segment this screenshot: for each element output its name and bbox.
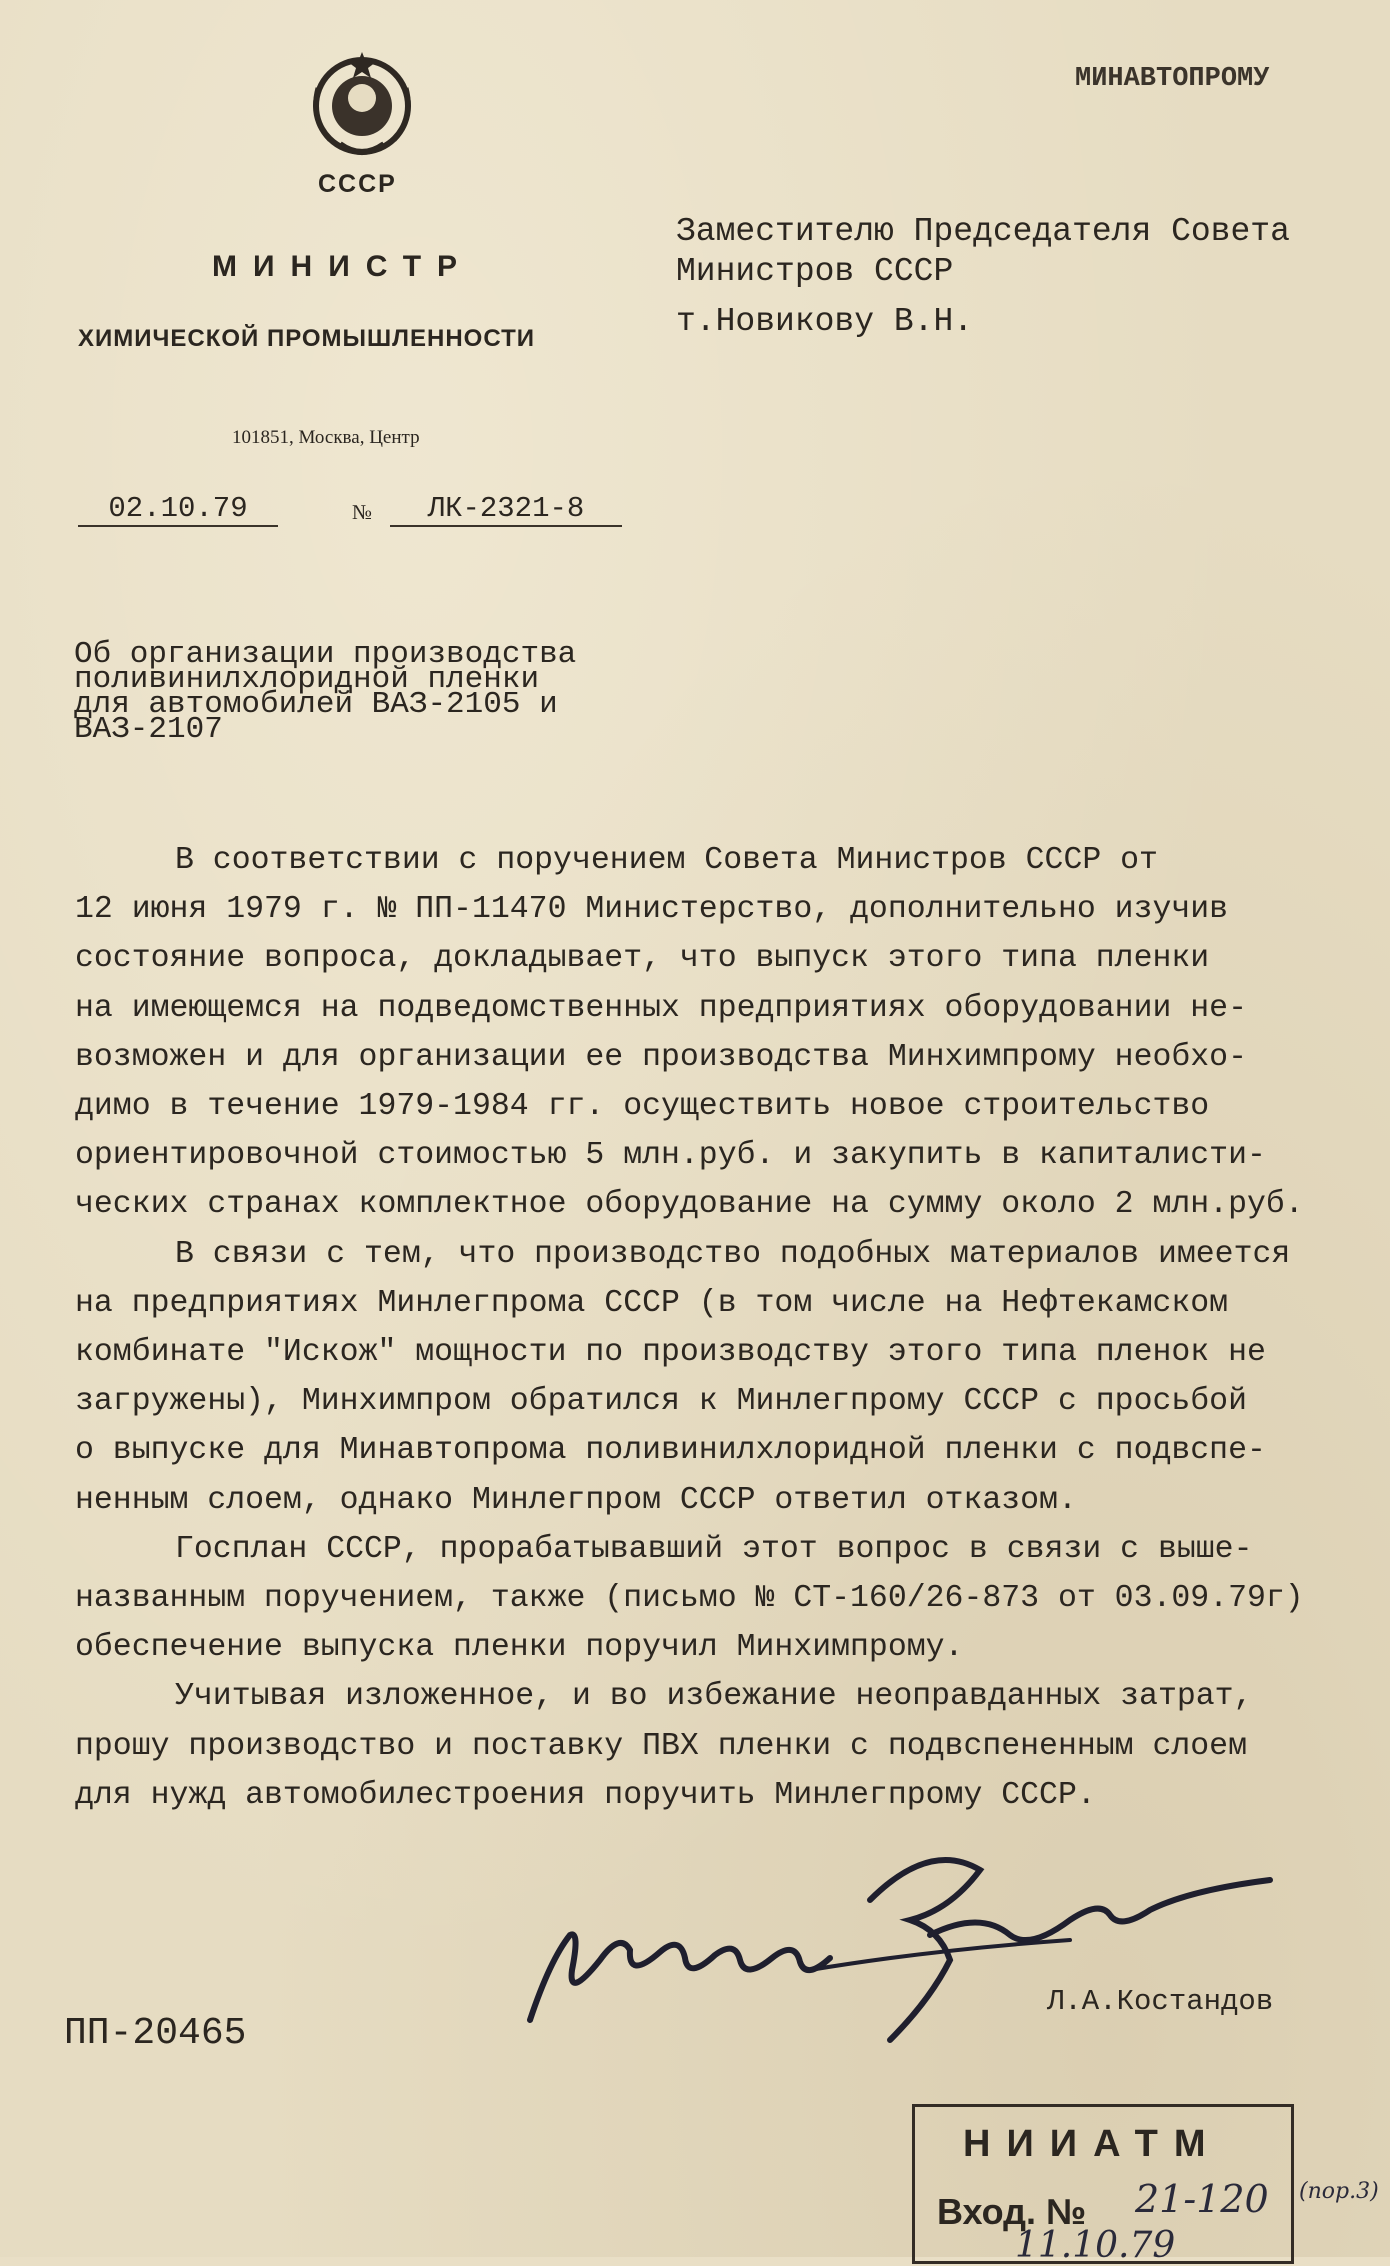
handwritten-signature — [510, 1840, 1330, 2050]
routing-mark: МИНАВТОПРОМУ — [1075, 64, 1270, 94]
document-date: 02.10.79 — [78, 492, 278, 527]
body-line: загружены), Минхимпром обратился к Минлегпрому СССР с просьбой — [75, 1384, 1247, 1420]
number-label: № — [352, 500, 373, 524]
body-line: ориентировочной стоимостью 5 млн.руб. и закупить в капиталисти- — [75, 1138, 1266, 1174]
body-line: для нужд автомобилестроения поручить Минлегпрому СССР. — [75, 1777, 1096, 1813]
incoming-stamp — [912, 2104, 1379, 2266]
registration-number: ПП-20465 — [64, 2012, 247, 2055]
body-line: димо в течение 1979-1984 гг. осуществить новое строительство — [75, 1089, 1210, 1125]
body-line: на имеющемся на подведомственных предприятиях оборудовании не- — [75, 990, 1247, 1026]
stamp-number: 21-120 — [1135, 2177, 1269, 2221]
body-line: 12 июня 1979 г. № ПП-11470 Министерство, дополнительно изучив — [75, 892, 1229, 928]
addressee-block — [676, 212, 1290, 342]
subject-block — [74, 637, 577, 747]
body-line: возможен и для организации ее производства Минхимпрому необхо- — [75, 1039, 1247, 1075]
body-line: Учитывая изложенное, и во избежание неоправданных затрат, — [175, 1679, 1253, 1715]
body-line: на предприятиях Минлегпрома СССР (в том числе на Нефтекамском — [75, 1285, 1229, 1321]
addressee-line: Министров СССР — [676, 253, 954, 290]
body-line: Госплан СССР, прорабатывавший этот вопрос в связи с выше- — [175, 1531, 1253, 1567]
subject-line: Об организации производства — [74, 637, 577, 672]
body-line: ненным слоем, однако Минлегпром СССР ответил отказом. — [75, 1482, 1077, 1518]
document-number: ЛК-2321-8 — [390, 492, 622, 527]
letterhead-country: СССР — [318, 170, 397, 198]
body-line: о выпуске для Минавтопрома поливинилхлоридной пленки с подвспе- — [75, 1433, 1266, 1469]
letterhead-ministry: ХИМИЧЕСКОЙ ПРОМЫШЛЕННОСТИ — [78, 325, 535, 352]
body-line: обеспечение выпуска пленки поручил Минхимпрому. — [75, 1630, 964, 1666]
signer-name: Л.А.Костандов — [1047, 1985, 1274, 2018]
subject-line: ВАЗ-2107 — [74, 712, 223, 747]
stamp-note: (пор.3) — [1299, 2179, 1379, 2204]
body-line: ческих странах комплектное оборудование на сумму около 2 млн.руб. — [75, 1187, 1304, 1223]
letterhead-title: МИНИСТР — [212, 250, 474, 283]
addressee-line: т.Новикову В.Н. — [676, 303, 974, 340]
stamp-org: НИИАТМ — [963, 2123, 1222, 2165]
stamp-incoming-label: Вход. № — [937, 2191, 1087, 2232]
body-line: прошу производство и поставку ПВХ пленки с подвспененным слоем — [75, 1728, 1247, 1764]
body-line: состояние вопроса, докладывает, что выпуск этого типа пленки — [75, 941, 1210, 977]
subject-line: поливинилхлоридной пленки — [74, 662, 540, 697]
stamp-date: 11.10.79 — [1015, 2225, 1176, 2266]
body-line: В связи с тем, что производство подобных материалов имеется — [175, 1236, 1291, 1272]
ussr-coat-of-arms-icon — [300, 48, 425, 168]
subject-line: для автомобилей ВАЗ-2105 и — [74, 687, 558, 722]
letterhead-address: 101851, Москва, Центр — [232, 427, 420, 448]
body-line: названным поручением, также (письмо № СТ-160/26-873 от 03.09.79г) — [75, 1581, 1304, 1617]
body-line: В соответствии с поручением Совета Министров СССР от — [175, 843, 1158, 878]
letter-body — [75, 836, 1375, 1820]
body-line: комбинате "Искож" мощности по производству этого типа пленок не — [75, 1335, 1266, 1371]
addressee-line: Заместителю Председателя Совета — [676, 213, 1290, 250]
